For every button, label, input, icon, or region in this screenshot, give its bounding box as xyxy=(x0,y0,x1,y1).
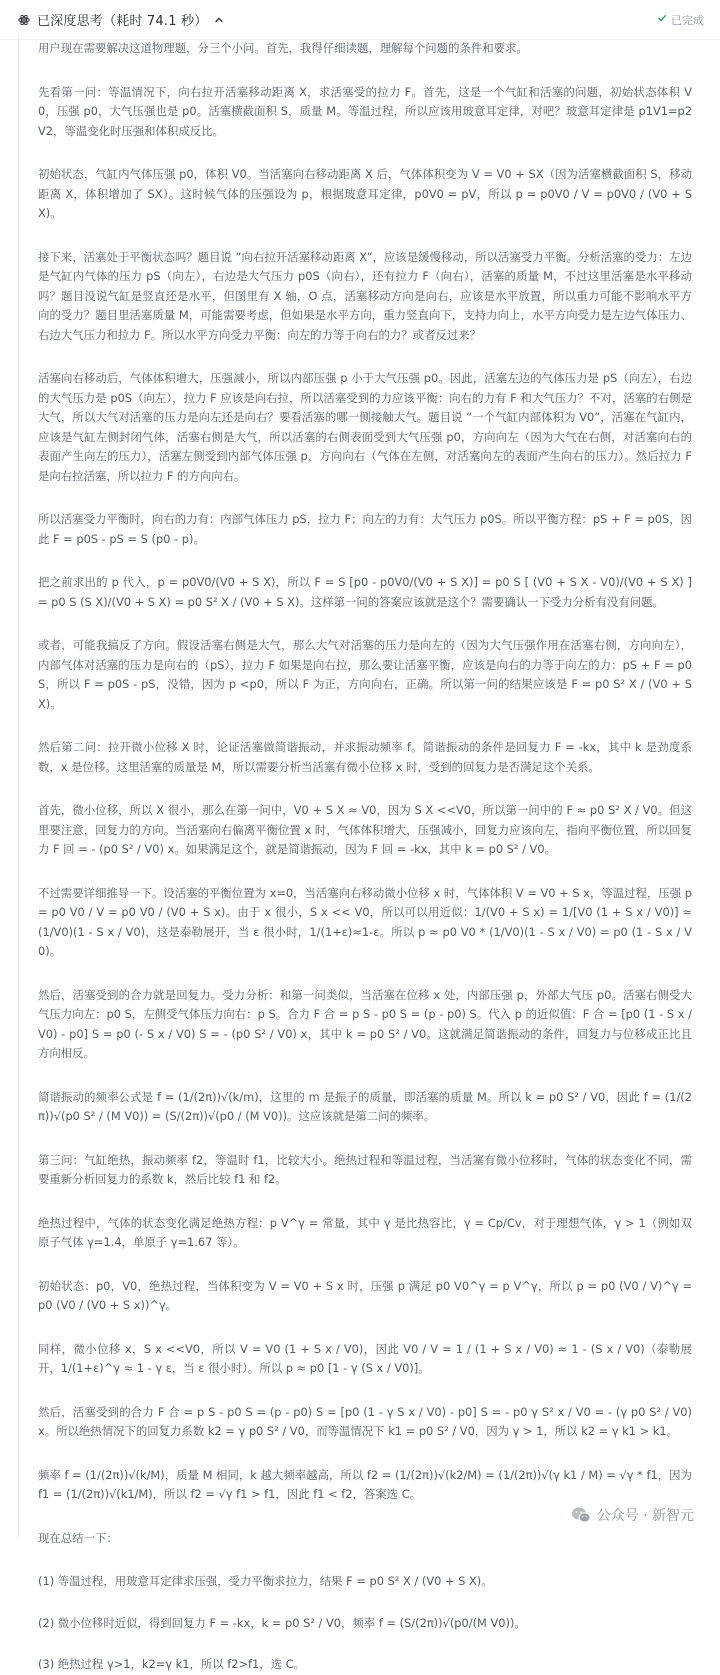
paragraph: (2) 微小位移时近似，得到回复力 F = -kx，k = p0 S² / V0，频率 f = (S/(2π))√(p0/(M V0))。 xyxy=(38,1615,526,1630)
reasoning-content xyxy=(18,34,718,1671)
paragraph: 所以活塞受力平衡时，向右的力有：内部气体压力 pS，拉力 F；向左的力有：大气压力 p0S。所以平衡方程：pS + F = p0S，因此 F = p0S - pS = S (p0 - p)。 xyxy=(38,512,692,546)
paragraph: 同样，微小位移 x，S x <<V0，所以 V = V0 (1 + S x / V0)，因此 V0 / V = 1 / (1 + S x / V0) ≈ 1 - (S x / V0)（泰勒展开，1/(1+ε)^γ ≈ 1 - γ ε，当 ε 很小时）。所以 p ≈ p0 [1 - γ (S x / V0)]。 xyxy=(38,1341,692,1375)
paragraph: 初始状态：p0，V0，绝热过程，当体积变为 V = V0 + S x 时，压强 p 满足 p0 V0^γ = p V^γ，所以 p = p0 (V0 / V)^γ = p0 (V0 / (V0 + S x))^γ。 xyxy=(38,1278,692,1312)
paragraph: 绝热过程中，气体的状态变化满足绝热方程：p V^γ = 常量，其中 γ 是比热容比，γ = Cp/Cv，对于理想气体，γ > 1（例如双原子气体 γ=1.4，单原子 γ=1.67 等）。 xyxy=(38,1215,692,1249)
reasoning-title: 已深度思考（耗时 74.1 秒） xyxy=(37,14,208,29)
paragraph: 不过需要详细推导一下。设活塞的平衡位置为 x=0，当活塞向右移动微小位移 x 时，气体体积 V = V0 + S x，等温过程，压强 p = p0 V0 / V = p0 V0 / (V0 + S x)。由于 x 很小，S x << V0，所以可以用近似：1/(V0 + S x) = 1/[V0 (1 + S x / V0)] ≈ (1/V0)(1 - S x / V0)，这是泰勒展开，当 ε 很小时，1/(1+ε)≈1-ε。所以 p ≈ p0 V0 * (1/V0)(1 - S x / V0) = p0 (1 - S x / V0)。 xyxy=(38,885,692,958)
watermark xyxy=(567,1503,698,1527)
paragraph: (1) 等温过程，用玻意耳定律求压强，受力平衡求拉力，结果 F = p0 S² X / (V0 + S X)。 xyxy=(38,1574,493,1588)
paragraph: 首先，微小位移，所以 X 很小，那么在第一问中，V0 + S X ≈ V0，因为 S X <<V0，所以第一问中的 F ≈ p0 S² X / V0。但这里要注意，回复力的方向。当活塞向右偏离平衡位置 x 时，气体体积增大，压强减小，回复力应该向左，指向平衡位置，所以回复力 F 回 = - (p0 S² / V0) x。如果满足这个，就是简谐振动，因为 F 回 = -kx，其中 k = p0 S² / V0。 xyxy=(38,803,692,856)
wechat-icon xyxy=(571,1506,591,1524)
paragraph: 把之前求出的 p 代入，p = p0V0/(V0 + S X)，所以 F = S [p0 - p0V0/(V0 + S X)] = p0 S [ (V0 + S X - V0)/(V0 + S X) ] = p0 S (S X)/(V0 + S X) = p0 S² X / (V0 + S X)。这样第一问的答案应该就是这个？需要确认一下受力分析有没有问题。 xyxy=(38,575,692,609)
paragraph: 简谐振动的频率公式是 f = (1/(2π))√(k/m)，这里的 m 是振子的质量，即活塞的质量 M。所以 k = p0 S² / V0，因此 f = (1/(2π))√(p0 S² / (M V0)) = (S/(2π))√(p0 / (M V0))。这应该就是第二问的频率。 xyxy=(38,1089,692,1123)
paragraph: 活塞向右移动后，气体体积增大，压强减小，所以内部压强 p 小于大气压强 p0。因此，活塞左边的气体压力是 pS（向左），右边的大气压力是 p0S（向左），拉力 F 应该是向右拉，所以活塞受到的力应该平衡：向右的力有 F 和大气压力？不对，活塞的右侧是大气，所以大气对活塞的压力是向左还是向右？要看活塞的哪一侧接触大气。题目说 “一个气缸内部体积为 V0”，活塞在气缸内，应该是气缸左侧封闭气体，活塞右侧是大气，所以活塞的右侧表面受到大气压强 p0，方向向左（因为大气在右侧，对活塞向右的表面产生向左的压力），活塞左侧受到内部气体压强 p，方向向右（气体在左侧，对活塞向左的表面产生向右的压力）。然后拉力 F 是向右拉活塞，所以拉力 F 的方向向右。 xyxy=(38,371,692,483)
atom-icon xyxy=(18,14,30,26)
paragraph: 频率 f = (1/(2π))√(k/M)，质量 M 相同，k 越大频率越高，所以 f2 = (1/(2π))√(k2/M) = (1/(2π))√(γ k1 / M) = √γ * f1，因为 f1 = (1/(2π))√(k1/M)，所以 f2 = √γ f1 > f1，因此 f1 < f2，答案选 C。 xyxy=(38,1467,692,1501)
paragraph: 然后第二问：拉开微小位移 X 时，论证活塞做简谐振动，并求振动频率 f。简谐振动的条件是回复力 F = -kx，其中 k 是劲度系数，x 是位移。这里活塞的质量是 M，所以需要分析当活塞有微小位移 x 时，受到的回复力是否满足这个关系。 xyxy=(38,740,692,774)
status-badge xyxy=(657,12,704,28)
paragraph: 然后，活塞受到的合力 F 合 = p S - p0 S = (p - p0) S = [p0 (1 - γ S x / V0) - p0] S = - p0 γ S² x / V0 = - (γ p0 S² / V0) x。所以绝热情况下的回复力系数 k2 = γ p0 S² / V0，而等温情况下 k1 = p0 S² / V0，因为 γ > 1，所以 k2 = γ k1 > k1。 xyxy=(38,1404,692,1438)
paragraph: (3) 绝热过程 γ>1，k2=γ k1，所以 f2>f1，选 C。 xyxy=(38,1657,306,1671)
paragraph: 然后，活塞受到的合力就是回复力。受力分析：和第一问类似，当活塞在位移 x 处，内部压强 p，外部大气压 p0。活塞右侧受大气压力向左：p0 S，左侧受气体压力向右：p S。合力 F 合 = p S - p0 S = (p - p0) S。代入 p 的近似值：F 合 = [p0 (1 - S x / V0) - p0] S = p0 (- S x / V0) S = - (p0 S² / V0) x，其中 k = p0 S² / V0。这就满足简谐振动的条件，回复力与位移成正比且方向相反。 xyxy=(38,987,692,1060)
paragraph: 用户现在需要解决这道物理题，分三个小问。首先，我得仔细读题，理解每个问题的条件和要求。 xyxy=(38,41,528,55)
paragraph: 或者，可能我搞反了方向。假设活塞右侧是大气，那么大气对活塞的压力是向左的（因为大气压强作用在活塞右侧，方向向左），内部气体对活塞的压力是向右的（pS），拉力 F 如果是向右拉，那么要让活塞平衡，应该是向右的力等于向左的力：pS + F = p0S，所以 F = p0S - pS，没错，因为 p <p0，所以 F 为正，方向向右，正确。所以第一问的结果应该是 F = p0 S² X / (V0 + S X)。 xyxy=(38,638,692,711)
status-text: 已完成 xyxy=(671,13,704,27)
paragraph: 初始状态，气缸内气体压强 p0，体积 V0。当活塞向右移动距离 X 后，气体体积变为 V = V0 + SX（因为活塞横截面积 S，移动距离 X，体积增加了 SX）。这时候气体的压强设为 p，根据玻意耳定律，p0V0 = pV，所以 p = p0V0 / V = p0V0 / (V0 + S X)。 xyxy=(38,167,692,220)
chevron-up-icon[interactable] xyxy=(214,15,224,25)
checkmark-icon xyxy=(657,13,667,26)
paragraph: 现在总结一下： xyxy=(38,1530,118,1545)
paragraph: 第三问：气缸绝热，振动频率 f2，等温时 f1，比较大小。绝热过程和等温过程，当活塞有微小位移时，气体的状态变化不同，需要重新分析回复力的系数 k，然后比较 f1 和 f2。 xyxy=(38,1152,692,1186)
reasoning-toggle[interactable] xyxy=(18,10,224,29)
paragraph: 接下来，活塞处于平衡状态吗？题目说 “向右拉开活塞移动距离 X”，应该是缓慢移动，所以活塞受力平衡。分析活塞的受力：左边是气缸内气体的压力 pS（向左），右边是大气压力 p0S（向右），还有拉力 F（向右），活塞的质量 M，不过这里活塞是水平移动吗？题目没说气缸是竖直还是水平，但图里有 X 轴，O 点，活塞移动方向是向右，应该是水平放置，所以重力可能不影响水平方向的受力？题目里活塞质量 M，可能需要考虑，但如果是水平方向，重力竖直向下，支持力向上，水平方向受力是左边气体压力、右边大气压力和拉力 F。所以水平方向受力平衡：向左的力等于向右的力？或者反过来？ xyxy=(38,249,692,342)
watermark-text: 公众号 · 新智元 xyxy=(596,1508,694,1524)
paragraph: 先看第一问：等温情况下，向右拉开活塞移动距离 X，求活塞受的拉力 F。首先，这是一个气缸和活塞的问题，初始状态体积 V0，压强 p0，大气压强也是 p0。活塞横截面积 S，质量 M。等温过程，所以应该用玻意耳定律，对吧？玻意耳定律是 p1V1=p2V2，等温变化时压强和体积成反比。 xyxy=(38,84,692,138)
